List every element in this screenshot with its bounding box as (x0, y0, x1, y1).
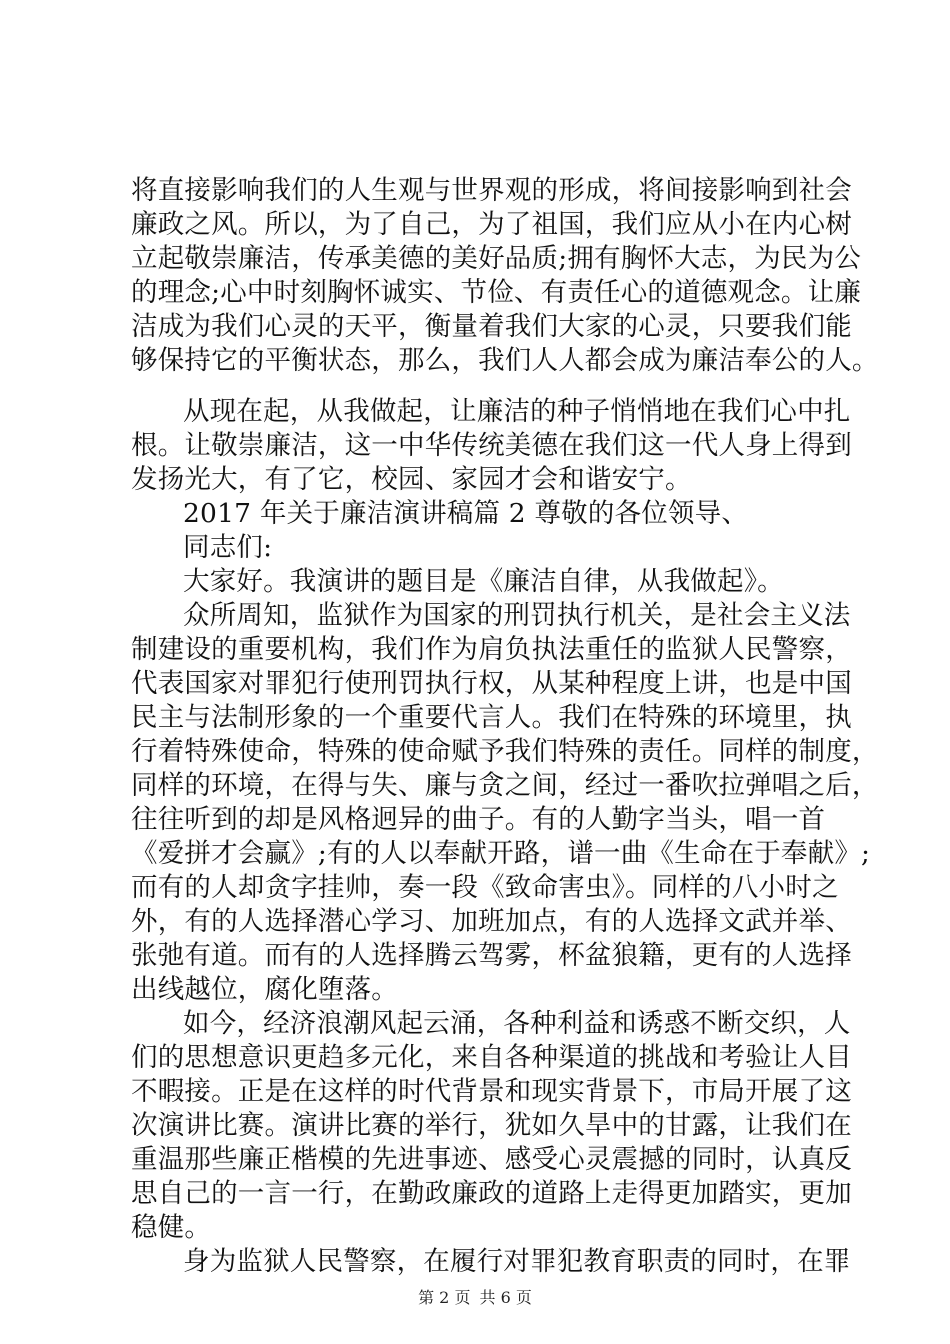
body-text-line: 如今，经济浪潮风起云涌，各种利益和诱惑不断交织，人 (183, 1008, 851, 1039)
body-text-line: 出线越位，腐化堕落。 (131, 974, 398, 1005)
page-number: 第 2 页 (418, 1288, 471, 1307)
body-text-line: 外，有的人选择潜心学习、加班加点，有的人选择文武并举、 (131, 906, 852, 937)
body-text-line: 不暇接。正是在这样的时代背景和现实背景下，市局开展了这 (131, 1076, 852, 1107)
body-text-line: 制建设的重要机构，我们作为肩负执法重任的监狱人民警察， (131, 634, 852, 665)
body-text-line: 立起敬崇廉洁，传承美德的美好品质;拥有胸怀大志，为民为公 (131, 243, 862, 274)
body-text-line: 根。让敬崇廉洁，这一中华传统美德在我们这一代人身上得到 (131, 430, 852, 461)
section-heading-line: 2017 年关于廉洁演讲稿篇 2 尊敬的各位领导、 (183, 498, 749, 529)
body-text-line: 代表国家对罪犯行使刑罚执行权，从某种程度上讲，也是中国 (131, 668, 852, 699)
body-text-line: 思自己的一言一行，在勤政廉政的道路上走得更加踏实，更加 (131, 1178, 852, 1209)
page-footer (0, 1288, 950, 1308)
body-text-line: 廉政之风。所以，为了自己，为了祖国，我们应从小在内心树 (131, 209, 852, 240)
body-text-line: 发扬光大，有了它，校园、家园才会和谐安宁。 (131, 464, 692, 495)
body-text-line: 往往听到的却是风格迥异的曲子。有的人勤字当头，唱一首 (131, 804, 826, 835)
body-text-line: 洁成为我们心灵的天平，衡量着我们大家的心灵，只要我们能 (131, 311, 852, 342)
page-total: 共 6 页 (479, 1288, 532, 1307)
body-text-line: 行着特殊使命，特殊的使命赋予我们特殊的责任。同样的制度， (131, 736, 879, 767)
body-text-line: 的理念;心中时刻胸怀诚实、节俭、有责任心的道德观念。让廉 (131, 277, 862, 308)
body-text-line: 民主与法制形象的一个重要代言人。我们在特殊的环境里，执 (131, 702, 852, 733)
body-text-line: 大家好。我演讲的题目是《廉洁自律，从我做起》。 (183, 566, 784, 597)
body-text-line: 众所周知，监狱作为国家的刑罚执行机关，是社会主义法 (183, 600, 851, 631)
body-text-line: 而有的人却贪字挂帅，奏一段《致命害虫》。同样的八小时之 (131, 872, 839, 903)
body-text-line: 将直接影响我们的人生观与世界观的形成，将间接影响到社会 (131, 175, 852, 206)
body-text-line: 次演讲比赛。演讲比赛的举行，犹如久旱中的甘露，让我们在 (131, 1110, 852, 1141)
body-text-line: 够保持它的平衡状态，那么，我们人人都会成为廉洁奉公的人。 (131, 345, 879, 376)
body-text-line: 重温那些廉正楷模的先进事迹、感受心灵震撼的同时，认真反 (131, 1144, 852, 1175)
body-text-line: 同样的环境，在得与失、廉与贪之间，经过一番吹拉弹唱之后， (131, 770, 879, 801)
salutation-line: 同志们: (183, 532, 273, 563)
body-text-line: 《爱拼才会赢》;有的人以奉献开路，谱一曲《生命在于奉献》; (131, 838, 871, 869)
body-text-line: 身为监狱人民警察，在履行对罪犯教育职责的同时，在罪 (183, 1246, 851, 1277)
body-text-line: 们的思想意识更趋多元化，来自各种渠道的挑战和考验让人目 (131, 1042, 852, 1073)
body-text-line: 稳健。 (131, 1212, 212, 1243)
body-text-line: 从现在起，从我做起，让廉洁的种子悄悄地在我们心中扎 (183, 396, 851, 427)
body-text-line: 张弛有道。而有的人选择腾云驾雾，杯盆狼籍，更有的人选择 (131, 940, 852, 971)
